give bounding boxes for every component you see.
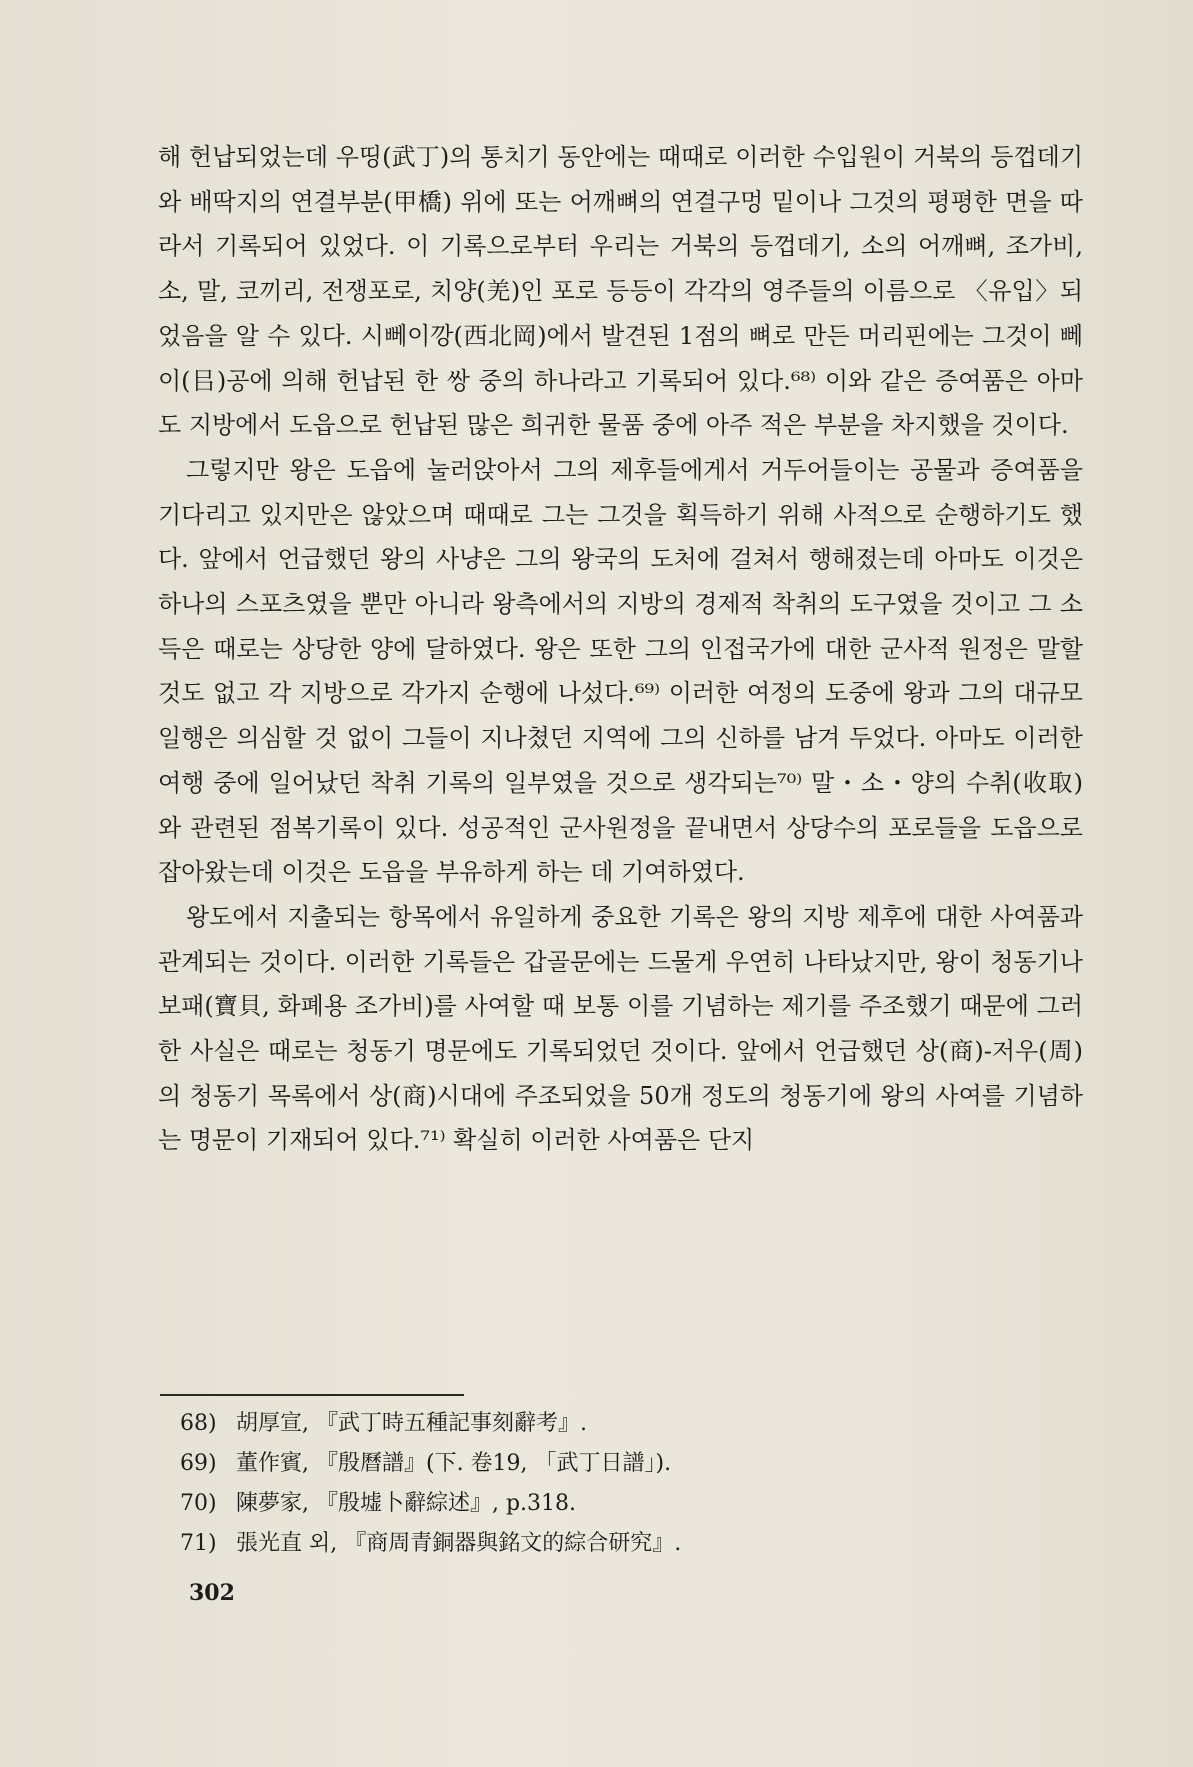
footnote-text: 陳夢家, 『殷墟卜辭綜述』, p.318. (236, 1491, 577, 1516)
footnote-number: 71) (180, 1531, 217, 1556)
footnote-text: 董作賓, 『殷曆譜』(下. 卷19, 「武丁日譜」). (236, 1451, 672, 1476)
footnote-text: 胡厚宣, 『武丁時五種記事刻辭考』. (236, 1411, 587, 1436)
footnote-number: 70) (180, 1491, 217, 1516)
page-number: 302 (189, 1580, 235, 1606)
footnotes (180, 1404, 1060, 1564)
footnote (180, 1524, 1060, 1564)
footnote (180, 1404, 1060, 1444)
paragraph: 해 헌납되었는데 우띵(武丁)의 통치기 동안에는 때때로 이러한 수입원이 거북의 등껍데기와 배딱지의 연결부분(甲橋) 위에 또는 어깨뼈의 연결구멍 밑이나 그것의 평평한 면을 따라서 기록되어 있었다. 이 기록으로부터 우리는 거북의 등껍데기, 소의 어깨뼈, 조가비, 소, 말, 코끼리, 전쟁포로, 치양(羌)인 포로 등등이 각각의 영주들의 이름으로 〈유입〉되었음을 알 수 있다. 시뻬이깡(西北岡)에서 발견된 1점의 뼈로 만든 머리핀에는 그것이 뻬이(㠯)공에 의해 헌납된 한 쌍 중의 하나라고 기록되어 있다.⁶⁸⁾ 이와 같은 증여품은 아마도 지방에서 도읍으로 헌납된 많은 희귀한 물품 중에 아주 적은 부분을 차지했을 것이다. (158, 143, 1083, 440)
body-text (158, 135, 1083, 1163)
footnote (180, 1484, 1060, 1524)
footnote-number: 69) (180, 1451, 217, 1476)
paragraph: 왕도에서 지출되는 항목에서 유일하게 중요한 기록은 왕의 지방 제후에 대한 사여품과 관계되는 것이다. 이러한 기록들은 갑골문에는 드물게 우연히 나타났지만, 왕이 청동기나 보패(寶貝, 화폐용 조가비)를 사여할 때 보통 이를 기념하는 제기를 주조했기 때문에 그러한 사실은 때로는 청동기 명문에도 기록되었던 것이다. 앞에서 언급했던 상(商)-저우(周)의 청동기 목록에서 상(商)시대에 주조되었을 50개 정도의 청동기에 왕의 사여를 기념하는 명문이 기재되어 있다.⁷¹⁾ 확실히 이러한 사여품은 단지 (158, 902, 1083, 1155)
paragraph: 그렇지만 왕은 도읍에 눌러앉아서 그의 제후들에게서 거두어들이는 공물과 증여품을 기다리고 있지만은 않았으며 때때로 그는 그것을 획득하기 위해 사적으로 순행하기도 했다. 앞에서 언급했던 왕의 사냥은 그의 왕국의 도처에 걸쳐서 행해졌는데 아마도 이것은 하나의 스포츠였을 뿐만 아니라 왕측에서의 지방의 경제적 착취의 도구였을 것이고 그 소득은 때로는 상당한 양에 달하였다. 왕은 또한 그의 인접국가에 대한 군사적 원정은 말할 것도 없고 각 지방으로 각가지 순행에 나섰다.⁶⁹⁾ 이러한 여정의 도중에 왕과 그의 대규모 일행은 의심할 것 없이 그들이 지나쳤던 지역에 그의 신하를 남겨 두었다. 아마도 이러한 여행 중에 일어났던 착취 기록의 일부였을 것으로 생각되는⁷⁰⁾ 말・소・양의 수취(收取)와 관련된 점복기록이 있다. 성공적인 군사원정을 끝내면서 상당수의 포로들을 도읍으로 잡아왔는데 이것은 도읍을 부유하게 하는 데 기여하였다. (158, 455, 1083, 887)
footnote (180, 1444, 1060, 1484)
footnote-text: 張光直 외, 『商周青銅器與銘文的綜合研究』. (236, 1531, 682, 1556)
footnote-number: 68) (180, 1411, 217, 1436)
footnote-divider (160, 1394, 464, 1396)
